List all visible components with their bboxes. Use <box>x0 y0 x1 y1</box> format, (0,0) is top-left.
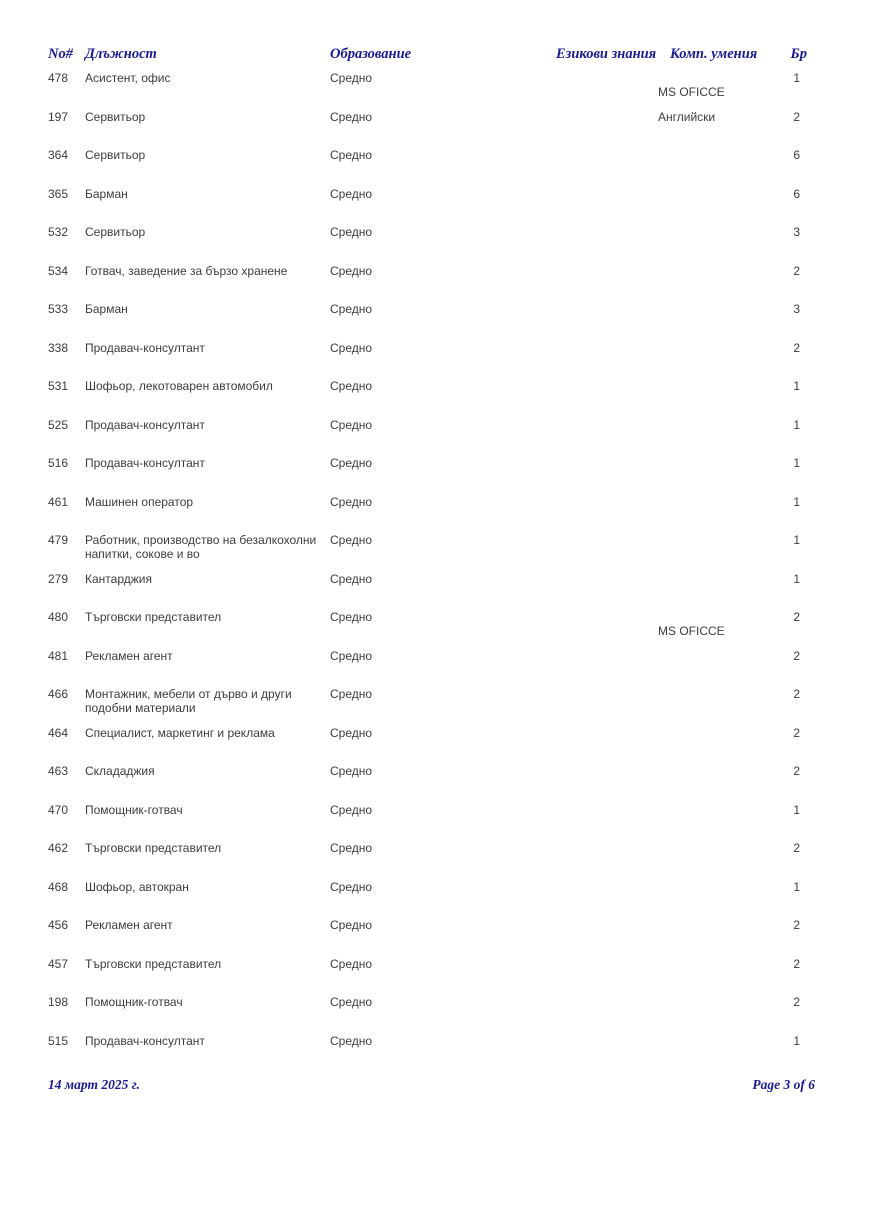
table-row <box>0 573 870 612</box>
education-cell: Средно <box>330 494 373 509</box>
position-cell: Рекламен агент <box>85 918 173 932</box>
table-row <box>0 457 870 496</box>
row-number-cell: 479 <box>48 533 69 547</box>
position-cell: Продавач-консултант <box>85 1033 205 1048</box>
education-cell: Средно <box>330 802 373 817</box>
education-cell: Средно <box>330 71 373 85</box>
table-body <box>0 72 870 1077</box>
row-number-cell: 457 <box>48 956 69 971</box>
position-cell: Готвач, заведение за бързо хранене <box>85 263 288 278</box>
education-cell: Средно <box>330 956 373 971</box>
row-number-cell: 365 <box>48 186 69 201</box>
row-number-cell: 533 <box>48 302 69 316</box>
footer-page-indicator: Page 3 of 6 <box>752 1077 815 1092</box>
table-row <box>0 303 870 342</box>
education-cell: Средно <box>330 725 373 740</box>
table-row <box>0 1035 870 1074</box>
education-cell: Средно <box>330 302 373 316</box>
row-number-cell: 516 <box>48 456 69 470</box>
education-cell: Средно <box>330 263 373 278</box>
row-number-cell: 468 <box>48 879 69 894</box>
count-cell: 2 <box>793 109 800 124</box>
education-cell: Средно <box>330 417 373 432</box>
position-cell: Сервитьор <box>85 225 146 239</box>
row-number-cell: 515 <box>48 1033 69 1048</box>
education-cell: Средно <box>330 109 373 124</box>
column-header-computer: Комп. умения <box>670 46 758 62</box>
education-cell: Средно <box>330 648 373 663</box>
table-row <box>0 149 870 188</box>
position-cell: Търговски представител <box>85 841 222 855</box>
position-cell: Асистент, офис <box>85 71 171 85</box>
count-cell: 6 <box>793 148 800 162</box>
position-cell: Склададжия <box>85 764 155 778</box>
table-row <box>0 265 870 304</box>
count-cell: 2 <box>793 725 800 740</box>
count-cell: 1 <box>793 802 800 817</box>
column-header-education: Образование <box>330 46 412 62</box>
table-row <box>0 342 870 381</box>
education-cell: Средно <box>330 918 373 932</box>
table-row <box>0 842 870 881</box>
education-cell: Средно <box>330 764 373 778</box>
education-cell: Средно <box>330 456 373 470</box>
count-cell: 1 <box>793 494 800 509</box>
education-cell: Средно <box>330 841 373 855</box>
education-cell: Средно <box>330 340 373 355</box>
row-number-cell: 463 <box>48 764 69 778</box>
table-row <box>0 919 870 958</box>
count-cell: 6 <box>793 186 800 201</box>
count-cell: 2 <box>793 918 800 932</box>
position-cell: Търговски представител <box>85 610 222 624</box>
education-cell: Средно <box>330 533 373 547</box>
row-number-cell: 478 <box>48 71 69 85</box>
position-cell: Рекламен агент <box>85 648 173 663</box>
footer-date: 14 март 2025 г. <box>48 1077 140 1092</box>
row-number-cell: 531 <box>48 379 69 393</box>
count-cell: 2 <box>793 263 800 278</box>
count-cell: 2 <box>793 956 800 971</box>
count-cell: 2 <box>793 995 800 1009</box>
computer-skills-cell: MS OFICCE <box>658 623 725 638</box>
position-cell: Кантарджия <box>85 571 152 586</box>
table-row <box>0 804 870 843</box>
education-cell: Средно <box>330 687 373 701</box>
count-cell: 1 <box>793 71 800 85</box>
table-row <box>0 496 870 535</box>
count-cell: 1 <box>793 379 800 393</box>
column-header-position: Длъжност <box>85 46 157 62</box>
column-header-no: No# <box>48 46 73 62</box>
position-cell: Продавач-консултант <box>85 417 205 432</box>
row-number-cell: 462 <box>48 841 69 855</box>
count-cell: 1 <box>793 533 800 547</box>
table-row <box>0 419 870 458</box>
row-number-cell: 466 <box>48 687 69 701</box>
position-cell: Продавач-консултант <box>85 340 205 355</box>
count-cell: 2 <box>793 687 800 701</box>
table-row <box>0 534 870 573</box>
position-cell: Барман <box>85 302 128 316</box>
count-cell: 3 <box>793 225 800 239</box>
column-header-count: Бр <box>790 46 807 62</box>
position-cell: Монтажник, мебели от дърво и други подобни материали <box>85 687 292 715</box>
row-number-cell: 197 <box>48 109 69 124</box>
row-number-cell: 456 <box>48 918 69 932</box>
table-row <box>0 881 870 920</box>
row-number-cell: 461 <box>48 494 69 509</box>
row-number-cell: 525 <box>48 417 69 432</box>
count-cell: 1 <box>793 456 800 470</box>
table-row <box>0 188 870 227</box>
table-row <box>0 958 870 997</box>
row-number-cell: 534 <box>48 263 69 278</box>
count-cell: 2 <box>793 340 800 355</box>
row-number-cell: 481 <box>48 648 69 663</box>
position-cell: Шофьор, лекотоварен автомобил <box>85 379 273 393</box>
table-row <box>0 650 870 689</box>
row-number-cell: 279 <box>48 571 69 586</box>
education-cell: Средно <box>330 1033 373 1048</box>
position-cell: Машинен оператор <box>85 494 194 509</box>
education-cell: Средно <box>330 610 373 624</box>
count-cell: 1 <box>793 571 800 586</box>
table-row <box>0 765 870 804</box>
row-number-cell: 480 <box>48 610 69 624</box>
position-cell: Продавач-консултант <box>85 456 205 470</box>
table-row <box>0 611 870 650</box>
position-cell: Барман <box>85 186 128 201</box>
table-row <box>0 226 870 265</box>
row-number-cell: 338 <box>48 340 69 355</box>
table-row <box>0 727 870 766</box>
row-number-cell: 532 <box>48 225 69 239</box>
position-cell: Работник, производство на безалкохолни напитки, сокове и во <box>85 533 317 561</box>
computer-skills-cell: MS OFICCE <box>658 84 725 99</box>
count-cell: 2 <box>793 648 800 663</box>
position-cell: Сервитьор <box>85 109 146 124</box>
row-number-cell: 364 <box>48 148 69 162</box>
education-cell: Средно <box>330 379 373 393</box>
position-cell: Шофьор, автокран <box>85 879 189 894</box>
education-cell: Средно <box>330 879 373 894</box>
table-row <box>0 380 870 419</box>
education-cell: Средно <box>330 225 373 239</box>
column-header-languages: Езикови знания <box>556 46 657 62</box>
position-cell: Помощник-готвач <box>85 802 183 817</box>
count-cell: 1 <box>793 879 800 894</box>
position-cell: Помощник-готвач <box>85 995 183 1009</box>
education-cell: Средно <box>330 995 373 1009</box>
count-cell: 2 <box>793 841 800 855</box>
position-cell: Сервитьор <box>85 148 146 162</box>
table-row <box>0 111 870 150</box>
count-cell: 1 <box>793 417 800 432</box>
table-row <box>0 688 870 727</box>
education-cell: Средно <box>330 148 373 162</box>
count-cell: 1 <box>793 1033 800 1048</box>
row-number-cell: 470 <box>48 802 69 817</box>
count-cell: 3 <box>793 302 800 316</box>
count-cell: 2 <box>793 764 800 778</box>
position-cell: Търговски представител <box>85 956 222 971</box>
education-cell: Средно <box>330 571 373 586</box>
row-number-cell: 198 <box>48 995 69 1009</box>
table-row <box>0 72 870 111</box>
count-cell: 2 <box>793 610 800 624</box>
position-cell: Специалист, маркетинг и реклама <box>85 725 275 740</box>
education-cell: Средно <box>330 186 373 201</box>
table-row <box>0 996 870 1035</box>
row-number-cell: 464 <box>48 725 69 740</box>
language-skills-cell: Английски <box>658 109 716 124</box>
